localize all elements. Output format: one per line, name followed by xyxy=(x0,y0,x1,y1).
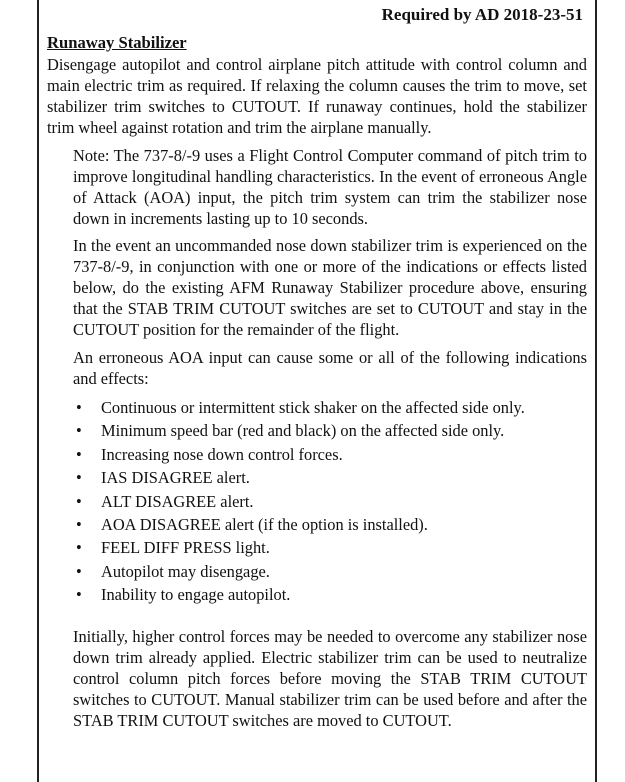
bullet-icon: • xyxy=(76,538,82,558)
aoa-intro-paragraph: An erroneous AOA input can cause some or all of the following indications and effects: xyxy=(73,348,587,388)
procedure-paragraph: Disengage autopilot and control airplane pitch attitude with control column and main electric trim as required. If relaxing the column causes the trim to move, set stabilizer trim switches to CUTOUT. If runaway continues, hold the stabilizer trim wheel against rotation and trim the airplane manually. xyxy=(47,55,587,137)
bullet-icon: • xyxy=(76,468,82,488)
bullet-icon: • xyxy=(76,585,82,605)
list-item xyxy=(73,537,587,559)
list-item xyxy=(73,584,587,606)
document-content xyxy=(47,4,587,738)
list-item xyxy=(73,514,587,536)
right-border-rule xyxy=(595,0,597,782)
ad-reference: Required by AD 2018-23-51 xyxy=(381,5,583,24)
list-item-text: FEEL DIFF PRESS light. xyxy=(101,538,270,558)
bullet-icon: • xyxy=(76,421,82,441)
list-item-text: Inability to engage autopilot. xyxy=(101,585,291,605)
effects-list xyxy=(73,397,587,606)
list-item-text: ALT DISAGREE alert. xyxy=(101,491,254,511)
list-item xyxy=(73,561,587,583)
bullet-icon: • xyxy=(76,491,82,511)
bullet-icon: • xyxy=(76,561,82,581)
list-item-text: Minimum speed bar (red and black) on the affected side only. xyxy=(101,421,505,441)
event-paragraph: In the event an uncommanded nose down stabilizer trim is experienced on the 737-8/-9, in conjunction with one or more of the indications or effects listed below, do the existing AFM Runaway Stabilizer procedure above, ensuring that the STAB TRIM CUTOUT switches are set to CUTOUT and stay in the CUTOUT position for the remainder of the flight. xyxy=(73,236,587,339)
list-item xyxy=(73,491,587,513)
note-paragraph: Note: The 737-8/-9 uses a Flight Control Computer command of pitch trim to improve longitudinal handling characteristics. In the event of erroneous Angle of Attack (AOA) input, the pitch trim system can trim the stabilizer nose down in increments lasting up to 10 seconds. xyxy=(73,146,587,228)
bullet-icon: • xyxy=(76,444,82,464)
bullet-icon: • xyxy=(76,514,82,534)
list-item-text: AOA DISAGREE alert (if the option is installed). xyxy=(101,514,428,534)
bullet-icon: • xyxy=(76,398,82,417)
closing-paragraph: Initially, higher control forces may be needed to overcome any stabilizer nose down trim already applied. Electric stabilizer trim can be used to neutralize control column pitch forces before moving the STAB TRIM CUTOUT switches to CUTOUT. Manual stabilizer trim can be used before and after the STAB TRIM CUTOUT switches are moved to CUTOUT. xyxy=(73,626,587,730)
list-item xyxy=(73,420,587,442)
section-title: Runaway Stabilizer xyxy=(47,33,187,52)
list-item xyxy=(73,444,587,466)
list-item xyxy=(73,397,587,419)
list-item-text: Increasing nose down control forces. xyxy=(101,444,343,464)
list-item xyxy=(73,467,587,489)
list-item-text: IAS DISAGREE alert. xyxy=(101,468,250,488)
list-item-text: Continuous or intermittent stick shaker on the affected side only. xyxy=(101,398,525,417)
left-border-rule xyxy=(37,0,39,782)
list-item-text: Autopilot may disengage. xyxy=(101,561,270,581)
